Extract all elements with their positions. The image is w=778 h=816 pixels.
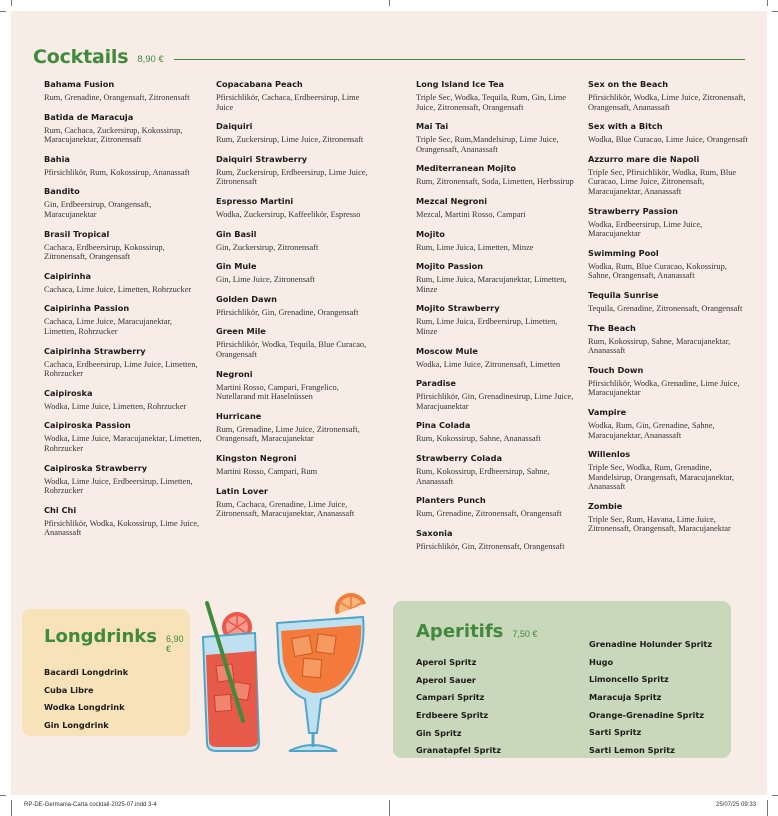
menu-item-name: Mojito Strawberry (416, 303, 500, 314)
menu-item-name: Batida de Maracuja (44, 111, 134, 122)
menu-item-ingredients: Wodka, Lime Juice, Maracujanektar, Limetten, Rohrzucker (44, 434, 202, 453)
cocktails-header (33, 44, 745, 70)
menu-item-ingredients: Rum, Grenadine, Orangensaft, Zitronensaft (44, 93, 190, 102)
menu-item-name: Green Mile (216, 326, 266, 337)
menu-item-ingredients: Wodka, Lime Juice, Zitronensaft, Limetten (416, 359, 561, 369)
menu-item (44, 271, 204, 295)
menu-item-name: Espresso Martini (216, 195, 294, 206)
menu-item-ingredients: Pfirsichlikör, Gin, Zitronensaft, Orangensaft (416, 541, 565, 551)
menu-item (416, 163, 576, 187)
menu-item-ingredients: Rum, Grenadine, Lime Juice, Zitronensaft, Orangensaft, Maracujanektar (216, 424, 360, 444)
menu-item (588, 154, 748, 197)
cocktails-title: Cocktails (33, 46, 129, 68)
menu-item-ingredients: Wodka, Blue Curacao, Lime Juice, Orangensaft (588, 135, 748, 145)
menu-item-name: Paradise (416, 378, 456, 389)
menu-item-name: Daiquiri Strawberry (216, 153, 308, 164)
cocktail-column-2 (216, 79, 376, 528)
menu-item-ingredients: Triple Sec, Rum,Mandelsirup, Lime Juice, Orangensaft, Ananassaft (416, 135, 559, 154)
menu-item-name: Sex on the Beach (588, 79, 669, 89)
menu-item-ingredients: Wodka, Erdbeersirup, Lime Juice, Maracujanektar (588, 219, 703, 239)
menu-item (44, 388, 204, 412)
menu-item-ingredients: Pfirsichlikör, Cachaca, Erdbeersirup, Lime Juice (216, 93, 360, 112)
menu-item-name: Vampire (588, 406, 627, 417)
menu-item (588, 501, 748, 534)
menu-item (416, 346, 576, 370)
menu-item-ingredients: Pfirsichlikör, Rum, Kokossirup, Ananassaft (44, 167, 190, 177)
menu-item (216, 261, 376, 285)
aperitifs-box (393, 601, 731, 758)
cocktail-column-1 (44, 79, 204, 547)
menu-item (216, 154, 376, 187)
aperitifs-list-right (589, 639, 712, 763)
menu-item-name: Azzurro mare die Napoli (588, 153, 700, 164)
menu-item (588, 323, 748, 356)
drink-item: Erdbeere Spritz (416, 710, 489, 721)
menu-item-ingredients: Tequila, Grenadine, Zitronensaft, Orangensaft (588, 303, 743, 313)
drink-item: Bacardi Longdrink (44, 667, 129, 677)
menu-item (588, 79, 748, 112)
menu-item-name: Mai Tai (416, 121, 449, 132)
menu-item-ingredients: Gin, Erdbeersirup, Orangensaft, Maracujanektar (44, 200, 152, 219)
menu-item (416, 528, 576, 552)
menu-item (416, 453, 576, 486)
menu-item-name: Negroni (216, 368, 253, 379)
menu-item-name: Bahama Fusion (44, 79, 115, 89)
drink-item: Gin Spritz (416, 727, 462, 738)
menu-item-name: Mojito Passion (416, 261, 484, 272)
menu-item-name: Moscow Mule (416, 345, 478, 356)
menu-item (44, 303, 204, 336)
menu-item-name: Mezcal Negroni (416, 195, 488, 206)
menu-item-ingredients: Pfirsichlikör, Wodka, Kokossirup, Lime Juice, Ananassaft (44, 518, 200, 538)
menu-item (588, 407, 748, 440)
cocktail-column-3 (416, 79, 576, 560)
drink-item: Wodka Longdrink (44, 702, 125, 713)
menu-item (44, 505, 204, 538)
drink-item: Grenadine Holunder Spritz (589, 639, 713, 649)
menu-item (416, 261, 576, 294)
crop-mark (772, 11, 778, 12)
menu-item (44, 186, 204, 219)
menu-item-ingredients: Triple Sec, Wodka, Rum, Grenadine, Mandelsirup, Orangensaft, Maracujanektar, Ananassaft (588, 463, 734, 492)
menu-item (216, 229, 376, 253)
spritz-glass-icon (277, 617, 364, 751)
menu-item (44, 154, 204, 178)
menu-item (216, 369, 376, 402)
menu-item (216, 294, 376, 318)
menu-item-name: Sex with a Bitch (588, 121, 663, 132)
menu-item-name: Caipiroska (44, 387, 93, 398)
drink-item: Sarti Lemon Spritz (589, 745, 675, 756)
longdrinks-price: 6,90 € (165, 634, 184, 654)
aperitifs-title: Aperitifs (416, 621, 504, 642)
menu-item (588, 365, 748, 398)
menu-item (44, 79, 204, 103)
cocktails-price: 8,90 € (137, 53, 164, 65)
menu-item-name: Kingston Negroni (216, 452, 297, 463)
menu-item (416, 196, 576, 220)
crop-mark (0, 795, 6, 796)
longdrinks-title: Longdrinks (44, 626, 157, 647)
menu-item (44, 346, 204, 379)
drink-item: Cuba Libre (44, 684, 94, 695)
menu-item-ingredients: Cachaca, Lime Juice, Maracujanektar, Limetten, Rohrzucker (44, 317, 173, 336)
menu-item-ingredients: Rum, Cachaca, Grenadine, Lime Juice, Zitronensaft, Maracujanektar, Ananassaft (216, 499, 355, 519)
menu-item-name: Caipiroska Passion (44, 420, 131, 431)
menu-item (416, 229, 576, 253)
menu-item-name: Gin Basil (216, 228, 257, 239)
menu-item-name: Willenlos (588, 449, 631, 460)
drink-item: Campari Spritz (416, 692, 485, 703)
menu-item-ingredients: Rum, Zuckersirup, Lime Juice, Zitronensaft (216, 135, 364, 145)
drink-item: Orange-Grenadine Spritz (589, 709, 705, 720)
menu-item-name: Bandito (44, 186, 80, 197)
menu-item-ingredients: Rum, Lime Juica, Erdbeersirup, Limetten, Minze (416, 317, 558, 336)
print-slug-date: 25/07/25 09:33 (716, 802, 757, 808)
crop-mark (389, 0, 390, 6)
menu-item-ingredients: Gin, Lime Juice, Zitronensaft (216, 275, 315, 285)
menu-item-ingredients: Rum, Lime Juica, Limetten, Minze (416, 242, 534, 252)
menu-item-name: Planters Punch (416, 495, 486, 506)
drink-item: Aperol Spritz (416, 657, 477, 667)
cocktail-column-4 (588, 79, 748, 543)
menu-item-ingredients: Rum, Zuckersirup, Erdbeersirup, Lime Juice, Zitronensaft (216, 167, 368, 187)
menu-item (588, 248, 748, 281)
menu-item-name: Bahia (44, 153, 70, 164)
menu-item (216, 196, 376, 220)
menu-item-name: Daiquiri (216, 121, 253, 132)
menu-item (416, 378, 576, 411)
menu-item-ingredients: Triple Sec, Wodka, Tequila, Rum, Gin, Lime Juice, Zitronensaft, Orangensaft (416, 93, 567, 112)
menu-item-ingredients: Rum, Zitronensaft, Soda, Limetten, Herbssirup (416, 177, 574, 187)
menu-item-ingredients: Wodka, Rum, Blue Curacao, Kokossirup, Sahne, Orangensaft, Ananassaft (588, 261, 727, 281)
menu-item (216, 121, 376, 145)
menu-item-name: Pina Colada (416, 420, 471, 431)
menu-item (216, 326, 376, 359)
menu-item-ingredients: Rum, Cachaca, Zuckersirup, Kokossirup, Maracujanektar, Zitronensaft (44, 125, 183, 145)
aperitifs-list-left (416, 657, 501, 763)
menu-item (588, 290, 748, 314)
menu-item-ingredients: Pfirsichlikör, Gin, Grenadinesirup, Lime Juice, Maracjuanektar (416, 392, 574, 411)
menu-item-name: Caipiroska Strawberry (44, 462, 148, 473)
drink-item: Limoncello Spritz (589, 674, 669, 685)
menu-item-ingredients: Pfirsichlikör, Wodka, Grenadine, Lime Juice, Maracujanektar (588, 378, 740, 398)
menu-item-ingredients: Martini Rosso, Campari, Frangelico, Nutellarand mit Haselnüssen (216, 382, 339, 402)
menu-item-ingredients: Rum, Grenadine, Zitronensaft, Orangensaft (416, 509, 562, 519)
menu-item-ingredients: Rum, Lime Juica, Maracujanektar, Limetten, Minze (416, 275, 567, 294)
crop-mark (389, 800, 390, 816)
drink-item: Maracuja Spritz (589, 692, 662, 703)
menu-item-name: Caipirinha Passion (44, 303, 130, 314)
drink-item: Gin Longdrink (44, 720, 109, 731)
menu-item-ingredients: Wodka, Lime Juice, Erdbeersirup, Limetten, Rohrzucker (44, 476, 193, 496)
drink-item: Sarti Spritz (589, 727, 642, 738)
menu-item-ingredients: Rum, Kokossirup, Sahne, Maracujanektar, Ananassaft (588, 336, 731, 356)
menu-item-name: Caipirinha Strawberry (44, 345, 146, 356)
menu-item-ingredients: Cachaca, Erdbeersirup, Kokossirup, Zitronensaft, Orangensaft (44, 242, 165, 262)
aperitifs-price: 7,50 € (512, 629, 538, 639)
menu-item (416, 79, 576, 112)
menu-item (216, 453, 376, 477)
menu-item-name: Caipirinha (44, 270, 92, 281)
menu-item (588, 121, 748, 145)
aperitifs-header (416, 621, 537, 642)
menu-item-ingredients: Triple Sec, Rum, Havana, Lime Juice, Zitronensaft, Orangensaft, Maracujanektar (588, 514, 731, 534)
menu-item (216, 79, 376, 112)
menu-item-name: Touch Down (588, 364, 644, 375)
crop-mark (11, 800, 12, 816)
menu-item-name: Mediterranean Mojito (416, 163, 516, 174)
menu-item-name: Mojito (416, 228, 445, 239)
longdrinks-box (22, 609, 190, 736)
menu-item-name: Saxonia (416, 527, 453, 538)
longdrinks-header (44, 626, 190, 654)
menu-item (416, 495, 576, 519)
menu-item-ingredients: Wodka, Lime Juice, Limetten, Rohrzucker (44, 401, 187, 411)
crop-mark (0, 11, 6, 12)
menu-item (416, 420, 576, 444)
menu-item-name: Chi Chi (44, 504, 77, 515)
drink-item: Granatapfel Spritz (416, 745, 501, 756)
menu-item-name: Strawberry Colada (416, 452, 502, 463)
menu-item-name: Hurricane (216, 410, 262, 421)
crop-mark (767, 800, 768, 816)
menu-item-name: Copacabana Peach (216, 79, 303, 89)
menu-item (416, 121, 576, 154)
menu-item-name: Gin Mule (216, 261, 257, 272)
menu-item-ingredients: Wodka, Rum, Gin, Grenadine, Sahne, Maracujanektar, Ananassaft (588, 420, 715, 440)
drink-item: Hugo (589, 656, 614, 667)
menu-item-name: Strawberry Passion (588, 205, 678, 216)
menu-item-ingredients: Rum, Kokossirup, Sahne, Ananassaft (416, 434, 541, 444)
menu-item-ingredients: Martini Rosso, Campari, Rum (216, 466, 318, 476)
print-slug-file: RP-DE-Germania-Carta cocktail-2025-07.indd 3-4 (24, 802, 157, 808)
menu-item (44, 420, 204, 453)
menu-item-name: Golden Dawn (216, 293, 277, 304)
longdrinks-list (44, 667, 128, 738)
menu-item-name: Latin Lover (216, 485, 268, 496)
menu-item-ingredients: Pfirsichlikör, Wodka, Lime Juice, Zitronensaft, Orangensaft, Ananassaft (588, 93, 746, 112)
crop-mark (11, 0, 12, 6)
menu-item-ingredients: Mezcal, Martini Rosso, Campari (416, 209, 526, 219)
menu-item (216, 486, 376, 519)
menu-item-name: The Beach (588, 322, 636, 333)
menu-item-ingredients: Cachaca, Lime Juice, Limetten, Rohrzucker (44, 284, 192, 294)
menu-item (44, 112, 204, 145)
menu-item-ingredients: Pfirsichlikör, Wodka, Tequila, Blue Curacao, Orangensaft (216, 340, 367, 359)
menu-item (44, 229, 204, 262)
menu-item (216, 411, 376, 444)
menu-item-ingredients: Triple Sec, Pfirsichlikör, Wodka, Rum, Blue Curacao, Lime Juice, Zitronensaft, Maracujanektar, Ananassaft (588, 167, 737, 196)
menu-item-name: Tequila Sunrise (588, 289, 659, 300)
menu-item-name: Swimming Pool (588, 247, 659, 258)
crop-mark (767, 0, 768, 6)
menu-item-ingredients: Gin, Zuckersirup, Zitronensaft (216, 242, 319, 252)
cocktail-glasses-illustration (185, 583, 385, 758)
crop-mark (772, 795, 778, 796)
menu-item-ingredients: Cachaca, Erdbeersirup, Lime Juice, Limetten, Rohrzucker (44, 359, 198, 379)
menu-item-ingredients: Rum, Kokossirup, Erdbeersirup, Sahne, Ananassaft (416, 466, 550, 486)
menu-item (44, 463, 204, 496)
menu-item-name: Brasil Tropical (44, 228, 110, 239)
menu-item-ingredients: Wodka, Zuckersirup, Kaffeelikör, Espresso (216, 209, 361, 219)
menu-item-name: Long Island Ice Tea (416, 79, 505, 89)
menu-item (588, 206, 748, 239)
header-rule (174, 59, 745, 60)
drink-item: Aperol Sauer (416, 674, 476, 685)
menu-item-name: Zombie (588, 500, 623, 511)
menu-item-ingredients: Pfirsichlikör, Gin, Grenadine, Orangensaft (216, 307, 359, 317)
menu-item (588, 449, 748, 492)
menu-item (416, 303, 576, 336)
